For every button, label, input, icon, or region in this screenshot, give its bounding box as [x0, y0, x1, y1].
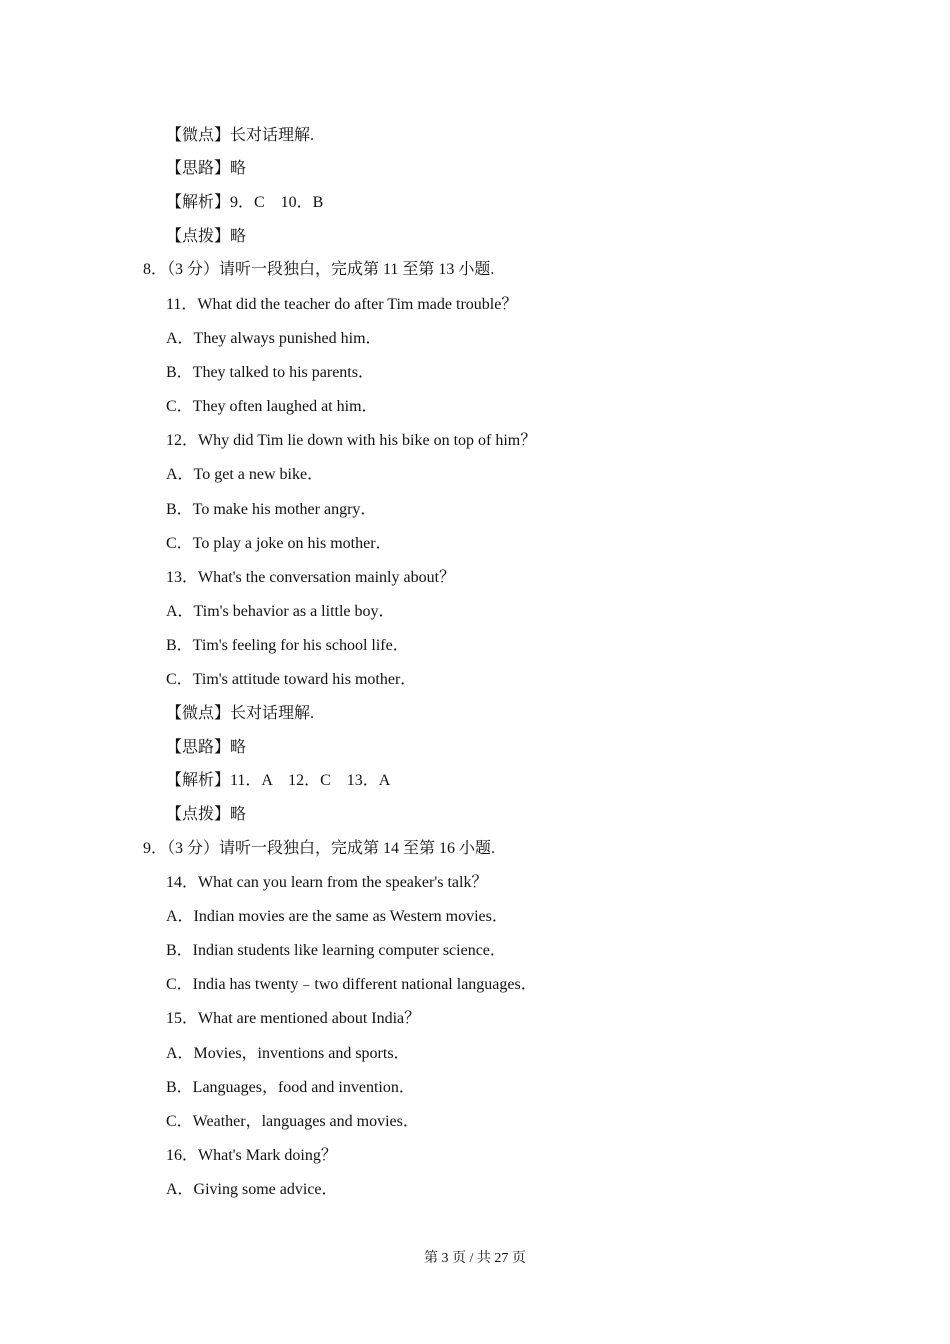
option-13-b: B．Tim's feeling for his school life．: [166, 637, 409, 654]
question-9-header: 9．（3 分）请听一段独白，完成第 14 至第 16 小题.: [143, 840, 496, 857]
option-15-c: C．Weather，languages and movies．: [166, 1113, 419, 1130]
page-footer: 第 3 页 / 共 27 页: [424, 1251, 526, 1266]
option-12-b: B．To make his mother angry．: [166, 501, 377, 518]
question-16: 16．What's Mark doing？: [166, 1147, 337, 1164]
question-15: 15．What are mentioned about India？: [166, 1010, 421, 1027]
option-15-b: B．Languages，food and invention．: [166, 1079, 415, 1096]
weidian-label: 【微点】长对话理解.: [166, 127, 315, 144]
dianbo-label: 【点拨】略: [166, 228, 247, 245]
silu-label: 【思路】略: [166, 160, 247, 177]
option-12-c: C．To play a joke on his mother．: [166, 535, 392, 552]
option-11-b: B．They talked to his parents．: [166, 364, 374, 381]
option-11-c: C．They often laughed at him．: [166, 398, 378, 415]
question-8-header: 8．（3 分）请听一段独白，完成第 11 至第 13 小题.: [143, 261, 495, 278]
option-12-a: A．To get a new bike．: [166, 466, 324, 483]
option-14-c: C．India has twenty﹣two different national languages．: [166, 976, 537, 993]
option-11-a: A．They always punished him．: [166, 330, 382, 347]
option-15-a: A．Movies，inventions and sports．: [166, 1045, 410, 1062]
option-13-c: C．Tim's attitude toward his mother．: [166, 671, 417, 688]
option-13-a: A．Tim's behavior as a little boy．: [166, 603, 395, 620]
question-12: 12．Why did Tim lie down with his bike on top of him？: [166, 432, 537, 449]
jiexi-answers: 【解析】9．C 10．B: [166, 194, 324, 211]
question-14: 14．What can you learn from the speaker's talk？: [166, 874, 488, 891]
question-11: 11．What did the teacher do after Tim made trouble？: [166, 296, 518, 313]
dianbo-label: 【点拨】略: [166, 806, 247, 823]
silu-label: 【思路】略: [166, 739, 247, 756]
option-16-a: A．Giving some advice．: [166, 1181, 338, 1198]
jiexi-answers: 【解析】11．A 12．C 13．A: [166, 772, 391, 789]
option-14-a: A．Indian movies are the same as Western movies．: [166, 908, 508, 925]
option-14-b: B．Indian students like learning computer science．: [166, 942, 506, 959]
question-13: 13．What's the conversation mainly about？: [166, 569, 456, 586]
weidian-label: 【微点】长对话理解.: [166, 705, 315, 722]
